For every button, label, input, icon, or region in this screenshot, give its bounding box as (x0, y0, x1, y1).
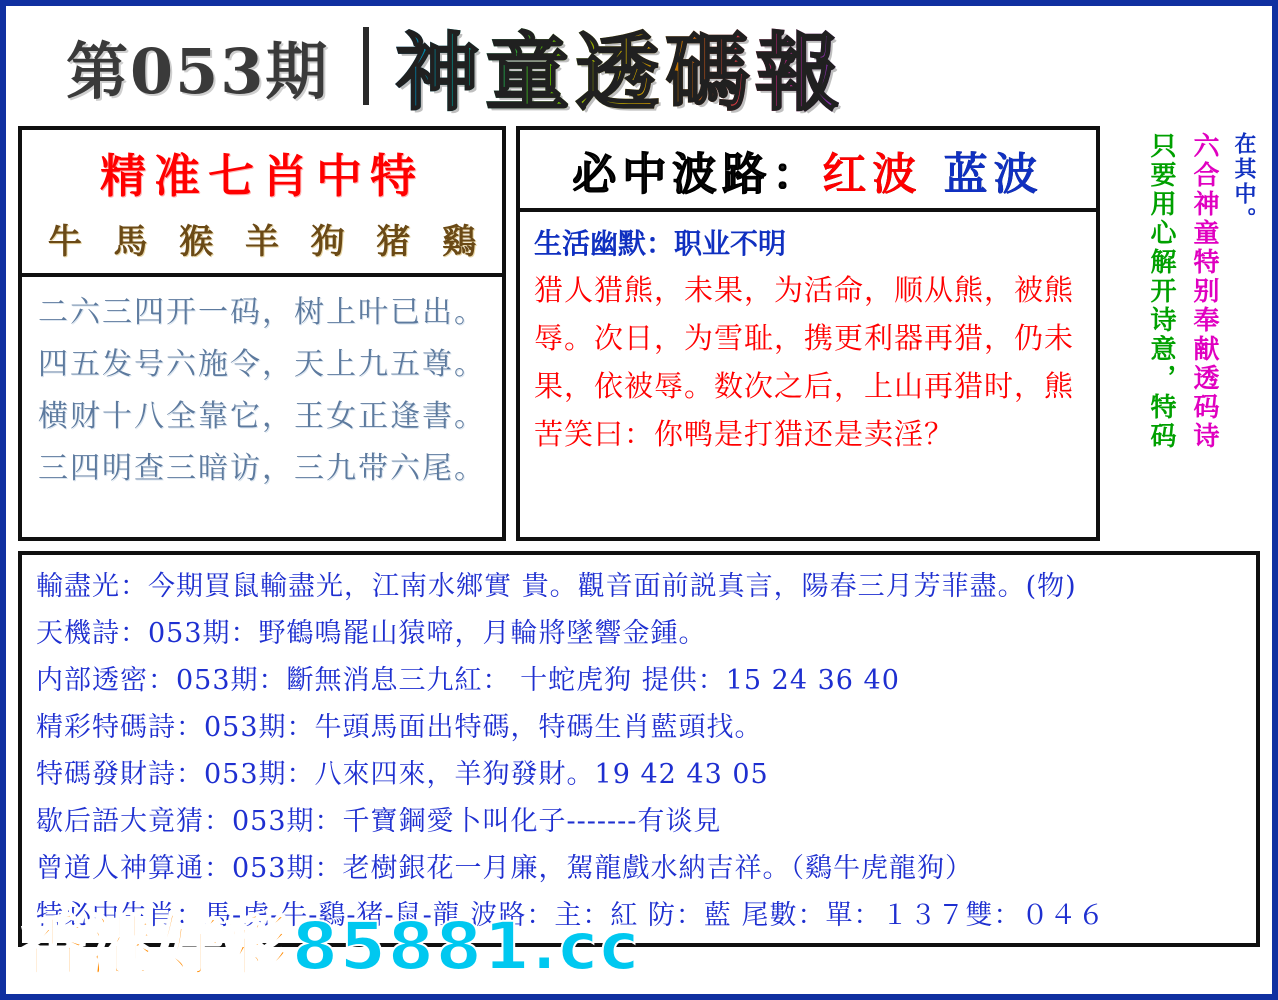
vertical-column-3: 六合神童特别奉献透码诗 (1189, 132, 1219, 451)
zodiac-item: 猪 (376, 222, 411, 262)
zodiac-item: 羊 (244, 222, 279, 262)
mid-panel-title (520, 130, 1096, 212)
bottom-line: 特碼發財詩：053期：八來四來，羊狗發財。19 42 43 05 (36, 759, 769, 790)
zodiac-row (22, 210, 502, 277)
mid-title-prefix: 必中波路： (572, 149, 823, 200)
poem-line: 横财十八全靠它，王女正逢書。 (38, 399, 486, 434)
page-title: 神童透碼報 (395, 6, 845, 127)
zodiac-item: 狗 (310, 222, 345, 262)
zodiac-item: 馬 (113, 222, 148, 262)
page-header (6, 6, 1272, 126)
bottom-line: 曾道人神算通：053期：老樹銀花一月廉，駕龍戲水納吉祥。（鷄牛虎龍狗） (36, 853, 974, 884)
watermark-text-b: 85881.cc (292, 908, 641, 985)
humor-text: 猎人猎熊，未果，为活命，顺从熊，被熊辱。次日，为雪耻，携更利器再猎，仍未果，依被辱。数次之后，上山再猎时，熊苦笑曰：你鸭是打猎还是卖淫？ (534, 273, 1075, 451)
zodiac-item: 牛 (47, 222, 82, 262)
bottom-line: 輸盡光：今期買鼠輸盡光，江南水鄉實 貴。觀音面前説真言，陽春三月芳菲盡。(物) (36, 571, 1077, 602)
left-poem (22, 277, 502, 495)
left-panel-title: 精准七肖中特 (100, 149, 424, 203)
wave-path-panel (516, 126, 1100, 541)
poem-line: 三四明查三暗访，三九带六尾。 (38, 451, 486, 486)
bottom-line: 特必中生肖：馬-虎-牛-鷄-猪-鼠-龍 波路：主：紅 防：藍 尾數：單：１３７雙：０４６ (36, 900, 1106, 931)
issue-number: 第053期 (66, 34, 330, 108)
poem-line: 二六三四开一码，树上叶已出。 (38, 295, 486, 330)
bottom-line: 内部透密：053期：斷無消息三九紅： 十蛇虎狗 提供：15 24 36 40 (36, 665, 900, 696)
header-divider (363, 27, 369, 105)
seven-zodiac-panel (18, 126, 506, 541)
zodiac-item: 猴 (179, 222, 214, 262)
mid-title-red: 红波 (822, 149, 923, 200)
bottom-line: 歇后語大竟猜：053期：千寶鋼愛卜叫化子-------有谈見 (36, 806, 722, 837)
zodiac-item: 鷄 (442, 222, 477, 262)
watermark-text-a: 香港好彩 (20, 908, 292, 985)
vertical-column-4: 只要用心解开诗意，特码 (1146, 132, 1176, 451)
bottom-text-block (18, 551, 1260, 947)
vertical-slogan-panel (1110, 126, 1260, 541)
humor-heading: 生活幽默：职业不明 (534, 227, 787, 260)
bottom-line: 精彩特碼詩：053期：牛頭馬面出特碼，特碼生肖藍頭找。 (36, 712, 763, 743)
bottom-line: 天機詩：053期：野鶴鳴罷山猿啼，月輪將墜響金鍾。 (36, 618, 707, 649)
vertical-column-1: 在其中。 (1231, 132, 1257, 232)
top-panels (18, 126, 1260, 541)
mid-title-blue: 蓝波 (943, 149, 1044, 200)
poem-line: 四五发号六施令，天上九五尊。 (38, 347, 486, 382)
